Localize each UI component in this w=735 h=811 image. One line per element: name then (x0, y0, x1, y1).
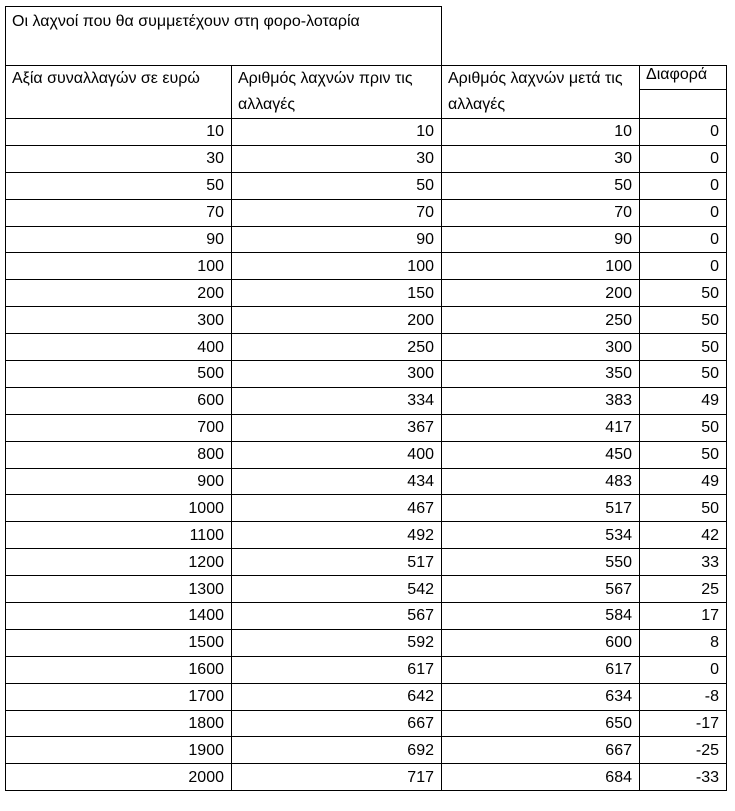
cell-tickets-after: 100 (442, 253, 640, 280)
cell-transaction-value: 30 (6, 145, 232, 172)
table-row (6, 549, 727, 576)
cell-transaction-value: 800 (6, 441, 232, 468)
cell-tickets-before: 717 (232, 764, 442, 791)
cell-difference: 50 (640, 334, 727, 361)
cell-difference: 50 (640, 414, 727, 441)
cell-tickets-before: 30 (232, 145, 442, 172)
table-row (6, 495, 727, 522)
table-row (6, 683, 727, 710)
cell-difference: 0 (640, 119, 727, 146)
cell-tickets-after: 200 (442, 280, 640, 307)
header-tickets-after: Αριθμός λαχνών μετά τις αλλαγές (442, 66, 640, 119)
cell-tickets-before: 434 (232, 468, 442, 495)
table-row (6, 119, 727, 146)
cell-tickets-after: 634 (442, 683, 640, 710)
cell-transaction-value: 100 (6, 253, 232, 280)
cell-transaction-value: 600 (6, 387, 232, 414)
header-transaction-value: Αξία συναλλαγών σε ευρώ (6, 66, 232, 119)
cell-tickets-before: 200 (232, 307, 442, 334)
cell-difference: 33 (640, 549, 727, 576)
cell-difference: 25 (640, 576, 727, 603)
table-row (6, 764, 727, 791)
table-row (6, 334, 727, 361)
cell-tickets-after: 550 (442, 549, 640, 576)
table-row (6, 656, 727, 683)
cell-tickets-before: 642 (232, 683, 442, 710)
cell-tickets-after: 30 (442, 145, 640, 172)
cell-difference: 50 (640, 441, 727, 468)
cell-tickets-after: 10 (442, 119, 640, 146)
cell-difference: 0 (640, 199, 727, 226)
cell-tickets-after: 684 (442, 764, 640, 791)
table-title: Οι λαχνοί που θα συμμετέχουν στη φορο-λοταρία (6, 7, 442, 66)
header-tickets-before: Αριθμός λαχνών πριν τις αλλαγές (232, 66, 442, 119)
table-row (6, 387, 727, 414)
table-row (6, 603, 727, 630)
cell-tickets-after: 617 (442, 656, 640, 683)
cell-difference: 17 (640, 603, 727, 630)
cell-tickets-after: 350 (442, 361, 640, 388)
cell-tickets-after: 534 (442, 522, 640, 549)
cell-tickets-after: 567 (442, 576, 640, 603)
cell-transaction-value: 1600 (6, 656, 232, 683)
cell-tickets-before: 617 (232, 656, 442, 683)
cell-tickets-before: 10 (232, 119, 442, 146)
title-empty-cell (442, 7, 727, 66)
cell-tickets-after: 650 (442, 710, 640, 737)
cell-transaction-value: 10 (6, 119, 232, 146)
cell-difference: 50 (640, 361, 727, 388)
table-row (6, 307, 727, 334)
cell-difference: 50 (640, 307, 727, 334)
table-row (6, 145, 727, 172)
cell-difference: 0 (640, 145, 727, 172)
cell-transaction-value: 500 (6, 361, 232, 388)
cell-tickets-before: 150 (232, 280, 442, 307)
cell-difference: 49 (640, 387, 727, 414)
cell-transaction-value: 1700 (6, 683, 232, 710)
header-difference: Διαφορά (640, 66, 727, 90)
cell-tickets-after: 70 (442, 199, 640, 226)
cell-tickets-before: 100 (232, 253, 442, 280)
header-row (6, 66, 727, 90)
cell-transaction-value: 300 (6, 307, 232, 334)
cell-transaction-value: 400 (6, 334, 232, 361)
table-row (6, 280, 727, 307)
cell-difference: 0 (640, 656, 727, 683)
cell-difference: 0 (640, 226, 727, 253)
cell-tickets-after: 483 (442, 468, 640, 495)
cell-tickets-after: 383 (442, 387, 640, 414)
cell-transaction-value: 1000 (6, 495, 232, 522)
cell-transaction-value: 1400 (6, 603, 232, 630)
table-row (6, 361, 727, 388)
cell-tickets-before: 592 (232, 629, 442, 656)
cell-tickets-after: 450 (442, 441, 640, 468)
table-row (6, 737, 727, 764)
table-row (6, 710, 727, 737)
cell-tickets-after: 517 (442, 495, 640, 522)
header-difference-sub (640, 90, 727, 119)
table-row (6, 441, 727, 468)
cell-difference: 0 (640, 172, 727, 199)
cell-difference: 49 (640, 468, 727, 495)
cell-tickets-after: 50 (442, 172, 640, 199)
cell-difference: -25 (640, 737, 727, 764)
cell-tickets-after: 90 (442, 226, 640, 253)
cell-difference: -17 (640, 710, 727, 737)
cell-tickets-before: 400 (232, 441, 442, 468)
cell-transaction-value: 700 (6, 414, 232, 441)
cell-transaction-value: 1900 (6, 737, 232, 764)
table-row (6, 172, 727, 199)
cell-tickets-before: 250 (232, 334, 442, 361)
cell-transaction-value: 1300 (6, 576, 232, 603)
cell-difference: 8 (640, 629, 727, 656)
cell-tickets-before: 334 (232, 387, 442, 414)
lottery-tickets-table (5, 6, 727, 791)
cell-difference: 42 (640, 522, 727, 549)
cell-difference: -8 (640, 683, 727, 710)
cell-transaction-value: 50 (6, 172, 232, 199)
cell-transaction-value: 2000 (6, 764, 232, 791)
cell-transaction-value: 1500 (6, 629, 232, 656)
cell-tickets-before: 300 (232, 361, 442, 388)
cell-difference: 50 (640, 280, 727, 307)
table-row (6, 226, 727, 253)
cell-tickets-before: 667 (232, 710, 442, 737)
cell-tickets-before: 50 (232, 172, 442, 199)
cell-tickets-before: 492 (232, 522, 442, 549)
cell-difference: 0 (640, 253, 727, 280)
cell-transaction-value: 70 (6, 199, 232, 226)
cell-difference: 50 (640, 495, 727, 522)
cell-tickets-after: 300 (442, 334, 640, 361)
table-row (6, 576, 727, 603)
table-row (6, 522, 727, 549)
table-row (6, 199, 727, 226)
cell-transaction-value: 1800 (6, 710, 232, 737)
cell-transaction-value: 1100 (6, 522, 232, 549)
cell-transaction-value: 1200 (6, 549, 232, 576)
table-row (6, 414, 727, 441)
cell-transaction-value: 200 (6, 280, 232, 307)
cell-tickets-before: 517 (232, 549, 442, 576)
cell-tickets-before: 567 (232, 603, 442, 630)
cell-transaction-value: 90 (6, 226, 232, 253)
cell-tickets-after: 250 (442, 307, 640, 334)
cell-tickets-after: 417 (442, 414, 640, 441)
cell-tickets-before: 70 (232, 199, 442, 226)
cell-transaction-value: 900 (6, 468, 232, 495)
cell-tickets-after: 584 (442, 603, 640, 630)
cell-tickets-after: 600 (442, 629, 640, 656)
cell-tickets-before: 367 (232, 414, 442, 441)
cell-tickets-before: 542 (232, 576, 442, 603)
cell-tickets-before: 467 (232, 495, 442, 522)
table-row (6, 629, 727, 656)
cell-tickets-before: 692 (232, 737, 442, 764)
cell-difference: -33 (640, 764, 727, 791)
cell-tickets-after: 667 (442, 737, 640, 764)
table-row (6, 253, 727, 280)
cell-tickets-before: 90 (232, 226, 442, 253)
table-row (6, 468, 727, 495)
title-row (6, 7, 727, 66)
